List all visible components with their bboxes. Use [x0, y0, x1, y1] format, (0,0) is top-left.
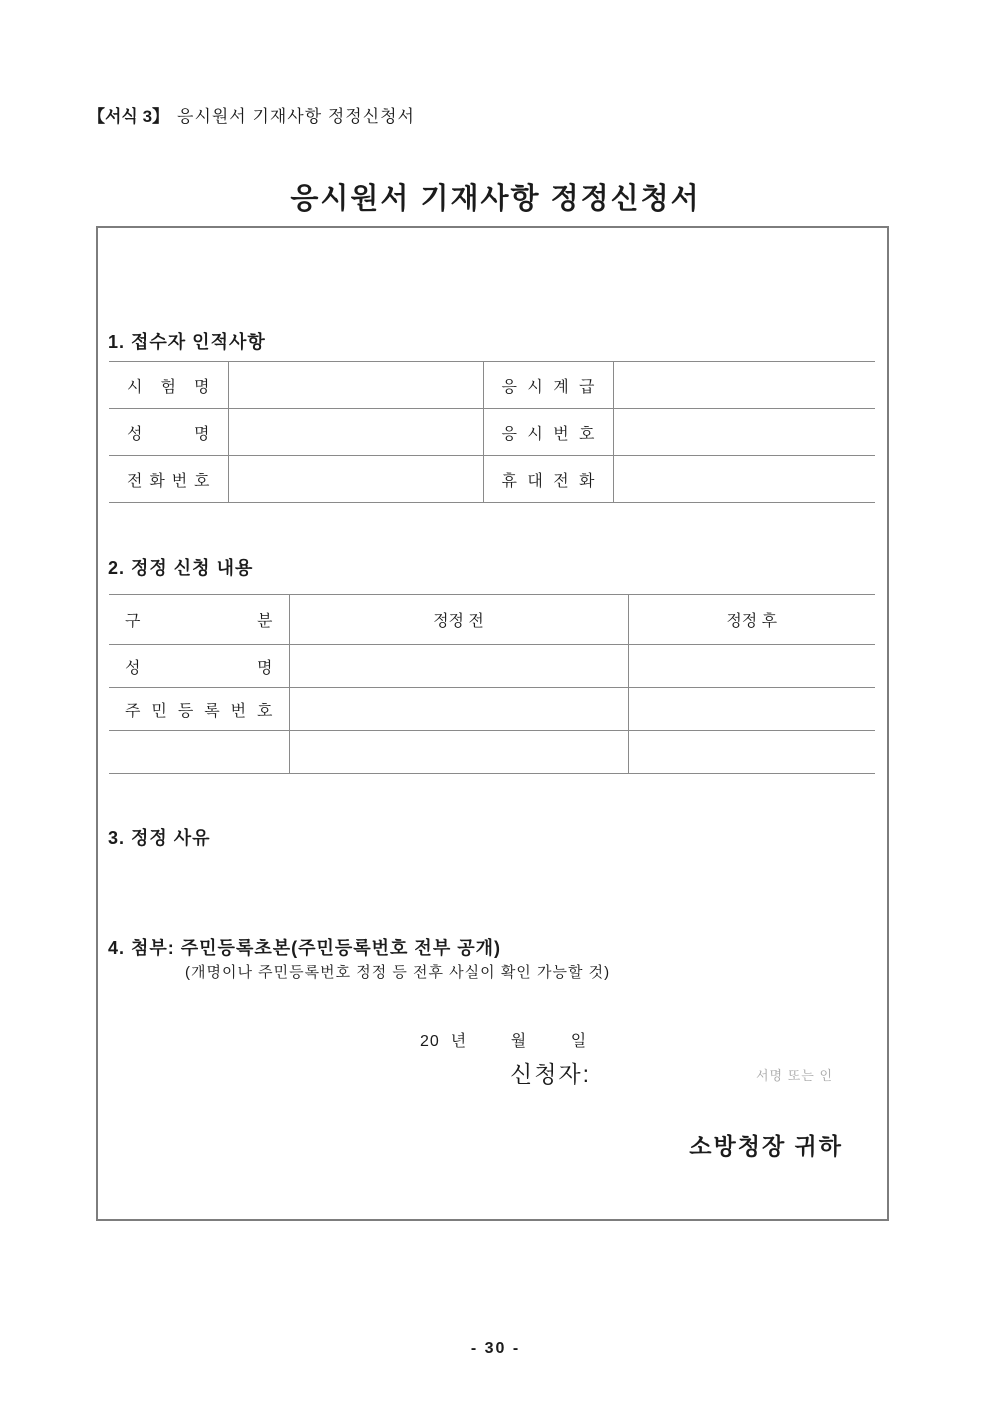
section3-heading: 3. 정정 사유	[108, 828, 211, 848]
doc-header-subtitle: 응시원서 기재사항 정정신청서	[177, 107, 415, 126]
value-cell-exam-number	[613, 409, 875, 456]
label-cell-exam-rank: 응 시 계 급	[483, 362, 613, 409]
label-cell-mobile: 휴 대 전 화	[483, 456, 613, 503]
table-row	[109, 731, 875, 774]
applicant-info-table	[109, 361, 875, 503]
value-cell-empty-after	[628, 731, 875, 774]
form-number-tag: 【서식 3】	[88, 107, 170, 126]
header-cell-before: 정정 전	[289, 595, 628, 645]
applicant-label: 신청자:	[510, 1061, 592, 1087]
value-cell-resident-after	[628, 688, 875, 731]
header-cell-after: 정정 후	[628, 595, 875, 645]
table-row	[109, 409, 875, 456]
value-cell-mobile	[613, 456, 875, 503]
form-box	[96, 226, 889, 1221]
form-title: 응시원서 기재사항 정정신청서	[290, 183, 701, 215]
doc-header	[88, 102, 415, 127]
section2-heading: 2. 정정 신청 내용	[108, 558, 254, 578]
header-cell-category: 구 분	[109, 595, 289, 645]
value-cell-exam-rank	[613, 362, 875, 409]
section4-note: (개명이나 주민등록번호 정정 등 전후 사실이 확인 가능할 것)	[185, 964, 611, 981]
label-cell-empty	[109, 731, 289, 774]
label-cell-name: 성 명	[109, 645, 289, 688]
label-cell-phone: 전 화 번 호	[109, 456, 228, 503]
date-line: 20 년 월 일	[420, 1033, 588, 1050]
table-row	[109, 645, 875, 688]
signature-or-seal-note: 서명 또는 인	[756, 1068, 834, 1083]
value-cell-name-after	[628, 645, 875, 688]
label-cell-resident-number: 주 민 등 록 번 호	[109, 688, 289, 731]
value-cell-name	[228, 409, 483, 456]
label-cell-exam-number: 응 시 번 호	[483, 409, 613, 456]
page-number: - 30 -	[470, 1340, 521, 1357]
table-row	[109, 362, 875, 409]
value-cell-phone	[228, 456, 483, 503]
table-header-row	[109, 595, 875, 645]
value-cell-exam-name	[228, 362, 483, 409]
applicant-signature-row	[98, 1056, 887, 1090]
label-cell-exam-name: 시 험 명	[109, 362, 228, 409]
value-cell-empty-before	[289, 731, 628, 774]
section4-heading: 4. 첨부: 주민등록초본(주민등록번호 전부 공개)	[108, 938, 501, 958]
label-cell-name: 성 명	[109, 409, 228, 456]
value-cell-name-before	[289, 645, 628, 688]
value-cell-resident-before	[289, 688, 628, 731]
table-row	[109, 688, 875, 731]
section1-heading: 1. 접수자 인적사항	[108, 332, 266, 352]
table-row	[109, 456, 875, 503]
correction-table	[109, 594, 875, 774]
addressee-line: 소방청장 귀하	[689, 1133, 843, 1159]
